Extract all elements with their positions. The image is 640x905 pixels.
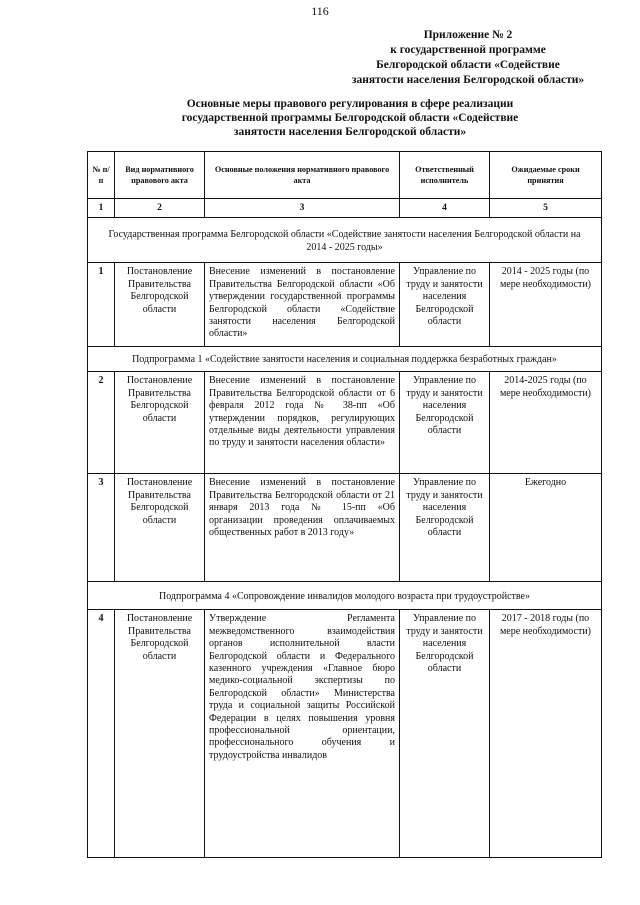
appendix-line-1: Приложение № 2 — [423, 29, 513, 41]
row-act-type: Постановление Правительства Белгородской области — [115, 610, 205, 858]
row-number: 2 — [88, 372, 115, 474]
table-row — [88, 610, 602, 858]
header-provisions: Основные положения нормативного правового акта — [205, 152, 400, 199]
section-subprogram-1-title: Подпрограмма 1 «Содействие занятости населения и социальная поддержка безработных граждан» — [88, 347, 602, 372]
row-act-type: Постановление Правительства Белгородской области — [115, 263, 205, 347]
header-responsible: Ответственный исполнитель — [400, 152, 490, 199]
title-line-1: Основные меры правового регулирования в сфере реализации — [186, 98, 514, 110]
row-deadline: 2014-2025 годы (по мере необходимости) — [490, 372, 602, 474]
row-responsible: Управление по труду и занятости населения Белгородской области — [400, 474, 490, 582]
column-number: 5 — [490, 199, 602, 218]
column-numbers-row — [88, 199, 602, 218]
row-act-type: Постановление Правительства Белгородской области — [115, 474, 205, 582]
appendix-line-4: занятости населения Белгородской области» — [351, 74, 585, 86]
title-line-2: государственной программы Белгородской области «Содействие — [181, 112, 519, 124]
column-number: 3 — [205, 199, 400, 218]
row-deadline: 2017 - 2018 годы (по мере необходимости) — [490, 610, 602, 858]
page-number: 116 — [311, 4, 329, 18]
row-provisions: Утверждение Регламента межведомственного взаимодействия органов исполнительной власти Белгородской области и Федерального казенного учреждения «Главное бюро медико-социальной экспертизы по Белгородской области» Министерства труда и социальной защиты Российской Федерации в целях повышения уровня профессиональной ориентации, профессионального обучения и трудоустройства инвалидов — [205, 610, 400, 858]
appendix-line-2: к государственной программе — [390, 44, 546, 56]
table-row — [88, 372, 602, 474]
row-provisions: Внесение изменений в постановление Правительства Белгородской области от 21 января 2013 года № 15-пп «Об организации проведения оплачиваемых общественных работ в 2013 году» — [205, 474, 400, 582]
header-act-type: Вид нормативного правового акта — [115, 152, 205, 199]
column-number: 4 — [400, 199, 490, 218]
section-row-program — [88, 218, 602, 263]
document-title — [150, 97, 550, 139]
row-responsible: Управление по труду и занятости населения Белгородской области — [400, 372, 490, 474]
header-num: № п/п — [88, 152, 115, 199]
appendix-header — [318, 28, 618, 88]
column-number: 1 — [88, 199, 115, 218]
row-act-type: Постановление Правительства Белгородской области — [115, 372, 205, 474]
section-program-title: Государственная программа Белгородской области «Содействие занятости населения Белгородской области на 2014 - 2025 годы» — [88, 218, 602, 263]
row-number: 3 — [88, 474, 115, 582]
row-deadline: 2014 - 2025 годы (по мере необходимости) — [490, 263, 602, 347]
row-provisions: Внесение изменений в постановление Правительства Белгородской области «Об утверждении государственной программы Белгородской области «Содействие занятости населения Белгородской области» — [205, 263, 400, 347]
row-responsible: Управление по труду и занятости населения Белгородской области — [400, 263, 490, 347]
title-line-3: занятости населения Белгородской области» — [233, 126, 467, 138]
header-deadline: Ожидаемые сроки принятия — [490, 152, 602, 199]
table-header-row — [88, 152, 602, 199]
section-row-subprogram-4 — [88, 582, 602, 610]
row-deadline: Ежегодно — [490, 474, 602, 582]
row-responsible: Управление по труду и занятости населения Белгородской области — [400, 610, 490, 858]
section-row-subprogram-1 — [88, 347, 602, 372]
measures-table — [87, 151, 602, 858]
section-subprogram-4-title: Подпрограмма 4 «Сопровождение инвалидов молодого возраста при трудоустройстве» — [88, 582, 602, 610]
row-provisions: Внесение изменений в постановление Правительства Белгородской области от 6 февраля 2012 года № 38-пп «Об утверждении порядков, регулирующих отдельные виды деятельности управления по труду и занятости населения области» — [205, 372, 400, 474]
row-number: 1 — [88, 263, 115, 347]
table-row — [88, 474, 602, 582]
table-row — [88, 263, 602, 347]
column-number: 2 — [115, 199, 205, 218]
row-number: 4 — [88, 610, 115, 858]
appendix-line-3: Белгородской области «Содействие — [376, 59, 560, 71]
